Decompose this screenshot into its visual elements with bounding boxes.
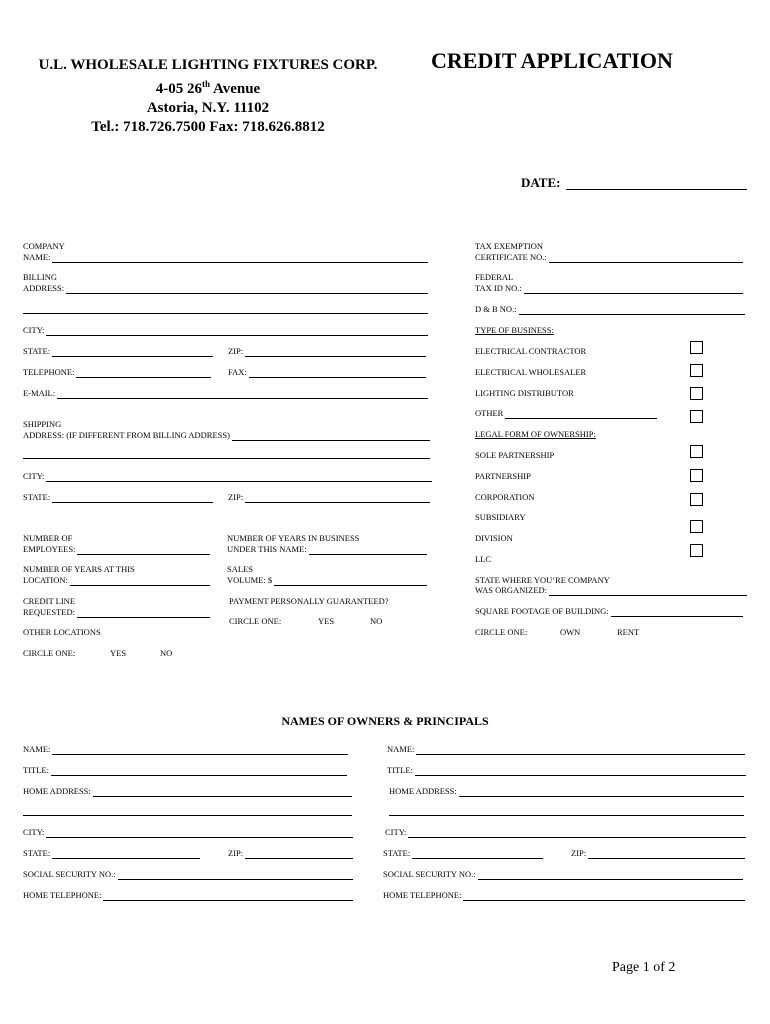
date-field[interactable]: DATE:: [521, 175, 747, 190]
federal-tax-label: FEDERAL: [475, 272, 514, 282]
other-locations-circle-label: CIRCLE ONE:: [23, 648, 76, 658]
owner1-home-telephone-field[interactable]: HOME TELEPHONE:: [23, 890, 353, 901]
employees-label: NUMBER OF: [23, 533, 73, 543]
company-header: [18, 56, 398, 137]
years-location-label: NUMBER OF YEARS AT THIS: [23, 564, 135, 574]
owner2-home-address-field[interactable]: HOME ADDRESS:: [389, 786, 744, 797]
type-other-checkbox[interactable]: [690, 410, 703, 423]
legal-corporation: CORPORATION: [475, 492, 535, 502]
telephone-field[interactable]: TELEPHONE:: [23, 367, 211, 378]
owner1-ssn-field[interactable]: SOCIAL SECURITY NO.:: [23, 869, 353, 880]
shipping-state-field[interactable]: STATE:: [23, 492, 213, 503]
page-number: Page 1 of 2: [612, 960, 676, 975]
years-location-field[interactable]: LOCATION:: [23, 575, 210, 586]
fax-field[interactable]: FAX:: [228, 367, 426, 378]
owner1-home-address-line-2[interactable]: [23, 815, 352, 816]
other-locations-yes[interactable]: YES: [110, 648, 127, 658]
employees-field[interactable]: EMPLOYEES:: [23, 544, 210, 555]
guaranteed-circle-label: CIRCLE ONE:: [229, 616, 282, 626]
company-name: U.L. WHOLESALE LIGHTING FIXTURES CORP.: [38, 57, 378, 73]
state-organized-label: STATE WHERE YOU’RE COMPANY: [475, 575, 610, 585]
owner1-title-field[interactable]: TITLE:: [23, 765, 347, 776]
billing-address-field[interactable]: ADDRESS:: [23, 283, 428, 294]
legal-subsidiary: SUBSIDIARY: [475, 512, 526, 522]
guaranteed-no[interactable]: NO: [370, 616, 383, 626]
years-business-field[interactable]: UNDER THIS NAME:: [227, 544, 427, 555]
city-field[interactable]: CITY:: [23, 325, 428, 336]
billing-address-line-2[interactable]: [23, 313, 428, 314]
owner2-ssn-field[interactable]: SOCIAL SECURITY NO.:: [383, 869, 743, 880]
dnb-field[interactable]: D & B NO.:: [475, 304, 745, 315]
other-locations-no[interactable]: NO: [160, 648, 173, 658]
shipping-address-line-2[interactable]: [23, 458, 430, 459]
square-footage-field[interactable]: SQUARE FOOTAGE OF BUILDING:: [475, 606, 743, 617]
company-phone: Tel.: 718.726.7500 Fax: 718.626.8812: [91, 119, 325, 135]
type-other-field[interactable]: OTHER: [475, 408, 657, 419]
owner1-state-field[interactable]: STATE:: [23, 848, 200, 859]
owner2-zip-field[interactable]: ZIP:: [571, 848, 745, 859]
state-organized-field[interactable]: WAS ORGANIZED:: [475, 585, 747, 596]
shipping-address-field[interactable]: ADDRESS: (IF DIFFERENT FROM BILLING ADDRESS): [23, 430, 430, 441]
guaranteed-label: PAYMENT PERSONALLY GUARANTEED?: [229, 596, 389, 606]
legal-division: DIVISION: [475, 533, 513, 543]
sales-volume-field[interactable]: VOLUME: $: [227, 575, 427, 586]
email-field[interactable]: E-MAIL:: [23, 388, 428, 399]
state-field[interactable]: STATE:: [23, 346, 213, 357]
legal-partnership: PARTNERSHIP: [475, 471, 531, 481]
company-name-label: COMPANY: [23, 241, 65, 251]
guaranteed-yes[interactable]: YES: [318, 616, 335, 626]
own-rent-circle-label: CIRCLE ONE:: [475, 627, 528, 637]
type-of-business-heading: TYPE OF BUSINESS:: [475, 325, 554, 335]
tax-exemption-label: TAX EXEMPTION: [475, 241, 544, 251]
federal-tax-id-field[interactable]: TAX ID NO.:: [475, 283, 743, 294]
legal-sole-partnership: SOLE PARTNERSHIP: [475, 450, 555, 460]
owner1-city-field[interactable]: CITY:: [23, 827, 353, 838]
owner2-home-telephone-field[interactable]: HOME TELEPHONE:: [383, 890, 745, 901]
type-electrical-wholesaler-checkbox[interactable]: [690, 364, 703, 377]
owner2-home-address-line-2[interactable]: [389, 815, 744, 816]
credit-line-field[interactable]: REQUESTED:: [23, 607, 210, 618]
owner2-name-field[interactable]: NAME:: [387, 744, 745, 755]
legal-corporation-checkbox[interactable]: [690, 493, 703, 506]
sales-label: SALES: [227, 564, 253, 574]
company-name-field[interactable]: NAME:: [23, 252, 428, 263]
billing-label: BILLING: [23, 272, 57, 282]
type-electrical-contractor-checkbox[interactable]: [690, 341, 703, 354]
rent-option[interactable]: RENT: [617, 627, 640, 637]
owner1-home-address-field[interactable]: HOME ADDRESS:: [23, 786, 352, 797]
legal-llc: LLC: [475, 554, 492, 564]
owner1-zip-field[interactable]: ZIP:: [228, 848, 353, 859]
own-option[interactable]: OWN: [560, 627, 581, 637]
type-electrical-contractor: ELECTRICAL CONTRACTOR: [475, 346, 587, 356]
page-title: CREDIT APPLICATION: [431, 48, 673, 73]
legal-form-heading: LEGAL FORM OF OWNERSHIP:: [475, 429, 596, 439]
zip-field[interactable]: ZIP:: [228, 346, 426, 357]
owner1-name-field[interactable]: NAME:: [23, 744, 348, 755]
tax-exemption-field[interactable]: CERTIFICATE NO.:: [475, 252, 743, 263]
years-business-label: NUMBER OF YEARS IN BUSINESS: [227, 533, 360, 543]
legal-division-checkbox[interactable]: [690, 544, 703, 557]
legal-subsidiary-checkbox[interactable]: [690, 520, 703, 533]
shipping-zip-field[interactable]: ZIP:: [228, 492, 430, 503]
credit-line-label: CREDIT LINE: [23, 596, 76, 606]
type-electrical-wholesaler: ELECTRICAL WHOLESALER: [475, 367, 587, 377]
type-lighting-distributor: LIGHTING DISTRIBUTOR: [475, 388, 574, 398]
type-lighting-distributor-checkbox[interactable]: [690, 387, 703, 400]
owners-heading: NAMES OF OWNERS & PRINCIPALS: [281, 714, 489, 728]
owner2-city-field[interactable]: CITY:: [385, 827, 746, 838]
shipping-city-field[interactable]: CITY:: [23, 471, 432, 482]
other-locations-label: OTHER LOCATIONS: [23, 627, 101, 637]
company-street: 4-05 26th Avenue: [155, 79, 261, 97]
owner2-title-field[interactable]: TITLE:: [387, 765, 746, 776]
owner2-state-field[interactable]: STATE:: [383, 848, 543, 859]
company-city: Astoria, N.Y. 11102: [146, 100, 270, 116]
legal-sole-partnership-checkbox[interactable]: [690, 445, 703, 458]
legal-partnership-checkbox[interactable]: [690, 469, 703, 482]
shipping-label: SHIPPING: [23, 419, 62, 429]
